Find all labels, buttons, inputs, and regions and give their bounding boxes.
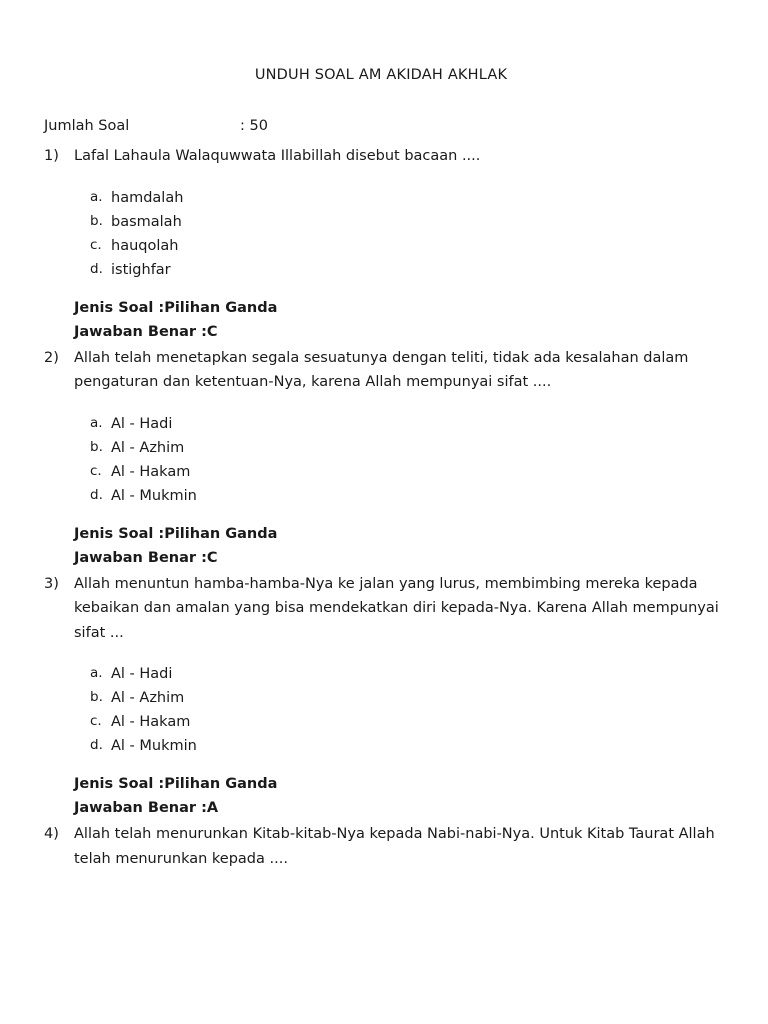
question-text: Allah telah menetapkan segala sesuatunya dengan teliti, tidak ada kesalahan dalam pengaturan dan ketentuan-Nya, karena Allah mempunyai sifat .... — [74, 349, 689, 390]
question-block — [44, 822, 734, 871]
question-number: 1) — [44, 148, 59, 164]
correct-answer: Jawaban Benar :C — [74, 323, 218, 340]
option-letter: c. — [90, 713, 102, 729]
option — [90, 234, 734, 258]
question-block — [44, 144, 734, 344]
option-text: Al - Azhim — [111, 439, 185, 456]
question — [44, 144, 734, 169]
option-letter: a. — [90, 665, 103, 681]
option-text: Al - Hakam — [111, 463, 191, 480]
document-title: UNDUH SOAL AM AKIDAH AKHLAK — [254, 67, 508, 83]
question-block — [44, 572, 734, 821]
option-letter: a. — [90, 188, 103, 205]
option-text: Al - Mukmin — [111, 738, 197, 754]
option — [90, 484, 734, 508]
option — [90, 258, 734, 282]
question-text: Allah menuntun hamba-hamba-Nya ke jalan yang lurus, membimbing mereka kepada kebaikan dan amalan yang bisa mendekatkan diri kepada-Nya. Karena Allah mempunyai sifat ... — [74, 575, 719, 641]
correct-answer: Jawaban Benar :A — [74, 800, 219, 816]
option-letter: d. — [90, 737, 103, 753]
option — [90, 186, 734, 210]
option-text: Al - Mukmin — [111, 487, 197, 504]
option-letter: d. — [90, 260, 103, 277]
option-list — [44, 412, 734, 508]
option-text: Al - Hadi — [111, 415, 173, 432]
option-letter: b. — [90, 689, 103, 705]
question — [44, 346, 734, 395]
question-number: 2) — [44, 349, 59, 366]
option-letter: a. — [90, 414, 103, 431]
answer-meta — [44, 522, 734, 570]
option-letter: b. — [90, 212, 103, 229]
option-list — [44, 662, 734, 758]
question-count — [44, 116, 268, 136]
question-number: 4) — [44, 826, 59, 842]
option-text: istighfar — [111, 261, 171, 278]
option-letter: d. — [90, 486, 103, 503]
question-block — [44, 346, 734, 570]
question-text: Lafal Lahaula Walaquwwata Illabillah disebut bacaan .... — [74, 148, 481, 164]
option-text: Al - Hadi — [111, 666, 173, 682]
option — [90, 436, 734, 460]
answer-meta — [44, 772, 734, 820]
option — [90, 412, 734, 436]
question — [44, 572, 734, 646]
answer-meta — [44, 296, 734, 344]
question — [44, 822, 734, 871]
option — [90, 460, 734, 484]
question-count-label: Jumlah Soal — [44, 118, 130, 134]
option — [90, 662, 734, 686]
option-letter: b. — [90, 438, 103, 455]
question-type: Jenis Soal :Pilihan Ganda — [74, 776, 278, 792]
question-list — [44, 144, 734, 873]
option-letter: c. — [90, 462, 102, 479]
question-text: Allah telah menurunkan Kitab-kitab-Nya kepada Nabi-nabi-Nya. Untuk Kitab Taurat Allah telah menurunkan kepada .... — [74, 826, 715, 867]
option — [90, 734, 734, 758]
option-text: Al - Hakam — [111, 714, 191, 730]
question-type: Jenis Soal :Pilihan Ganda — [74, 299, 278, 316]
question-number: 3) — [44, 575, 59, 592]
option-text: basmalah — [111, 213, 182, 230]
option-text: hauqolah — [111, 237, 179, 254]
question-type: Jenis Soal :Pilihan Ganda — [74, 525, 278, 542]
option — [90, 210, 734, 234]
option-letter: c. — [90, 236, 102, 253]
option-list — [44, 186, 734, 282]
option — [90, 686, 734, 710]
correct-answer: Jawaban Benar :C — [74, 549, 218, 566]
option-text: Al - Azhim — [111, 690, 185, 706]
option-text: hamdalah — [111, 189, 184, 206]
question-count-value: : 50 — [240, 118, 268, 134]
option — [90, 710, 734, 734]
